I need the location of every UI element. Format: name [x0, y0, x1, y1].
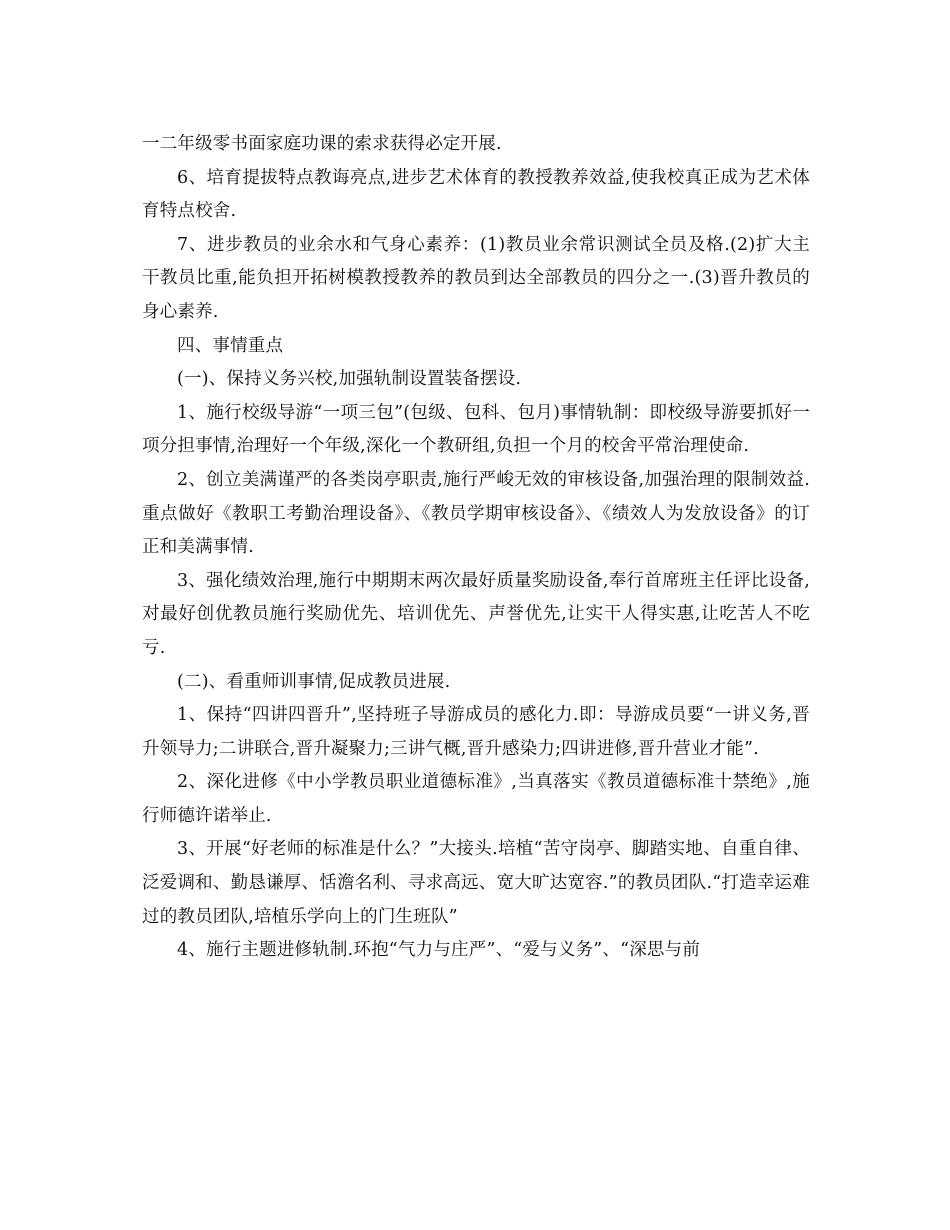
- document-body: [142, 128, 810, 968]
- paragraph-8: 3、强化绩效治理,施行中期期末两次最好质量奖励设备,奉行首席班主任评比设备,对最好创优教员施行奖励优先、培训优先、声誉优先,让实干人得实惠,让吃苦人不吃亏.: [142, 570, 810, 658]
- subsection-heading-2: (二)、看重师训事情,促成教员进展.: [177, 671, 451, 692]
- paragraph-1: 一二年级零书面家庭功课的索求获得必定开展.: [142, 134, 502, 154]
- paragraph-12: 3、开展“好老师的标准是什么？”大接头.培植“苦守岗亭、脚踏实地、自重自律、泛爱调和、勤恳谦厚、恬澹名利、寻求高远、宽大旷达宽容.”的教员团队.“打造幸运难过的教员团队,培植乐学向上的门生班队”: [142, 839, 810, 927]
- subsection-heading-1: (一)、保持义务兴校,加强轨制设置装备摆设.: [177, 369, 522, 390]
- paragraph-3: 7、进步教员的业余水和气身心素养：(1)教员业余常识测试全员及格.(2)扩大主干教员比重,能负担开拓树模教授教养的教员到达全部教员的四分之一.(3)晋升教员的身心素养.: [142, 234, 810, 322]
- paragraph-2: 6、培育提拔特点教诲亮点,进步艺术体育的教授教养效益,使我校真正成为艺术体育特点校舍.: [142, 167, 810, 222]
- paragraph-11: 2、深化进修《中小学教员职业道德标准》,当真落实《教员道德标准十禁绝》,施行师德许诺举止.: [142, 772, 810, 826]
- paragraph-6: 1、施行校级导游“一项三包”(包级、包科、包月)事情轨制：即校级导游要抓好一项分担事情,治理好一个年级,深化一个教研组,负担一个月的校舍平常治理使命.: [142, 402, 810, 457]
- section-heading-4: 四、事情重点: [177, 335, 284, 356]
- paragraph-10: 1、保持“四讲四晋升”,坚持班子导游成员的感化力.即：导游成员要“一讲义务,晋升领导力;二讲联合,晋升凝聚力;三讲气概,晋升感染力;四讲进修,晋升营业才能”.: [142, 705, 810, 759]
- paragraph-13: 4、施行主题进修轨制.环抱“气力与庄严”、“爱与义务”、“深思与前: [177, 940, 701, 961]
- paragraph-7: 2、创立美满谨严的各类岗亭职责,施行严峻无效的审核设备,加强治理的限制效益.重点做好《教职工考勤治理设备》、《教员学期审核设备》、《绩效人为发放设备》的订正和美满事情.: [142, 469, 810, 558]
